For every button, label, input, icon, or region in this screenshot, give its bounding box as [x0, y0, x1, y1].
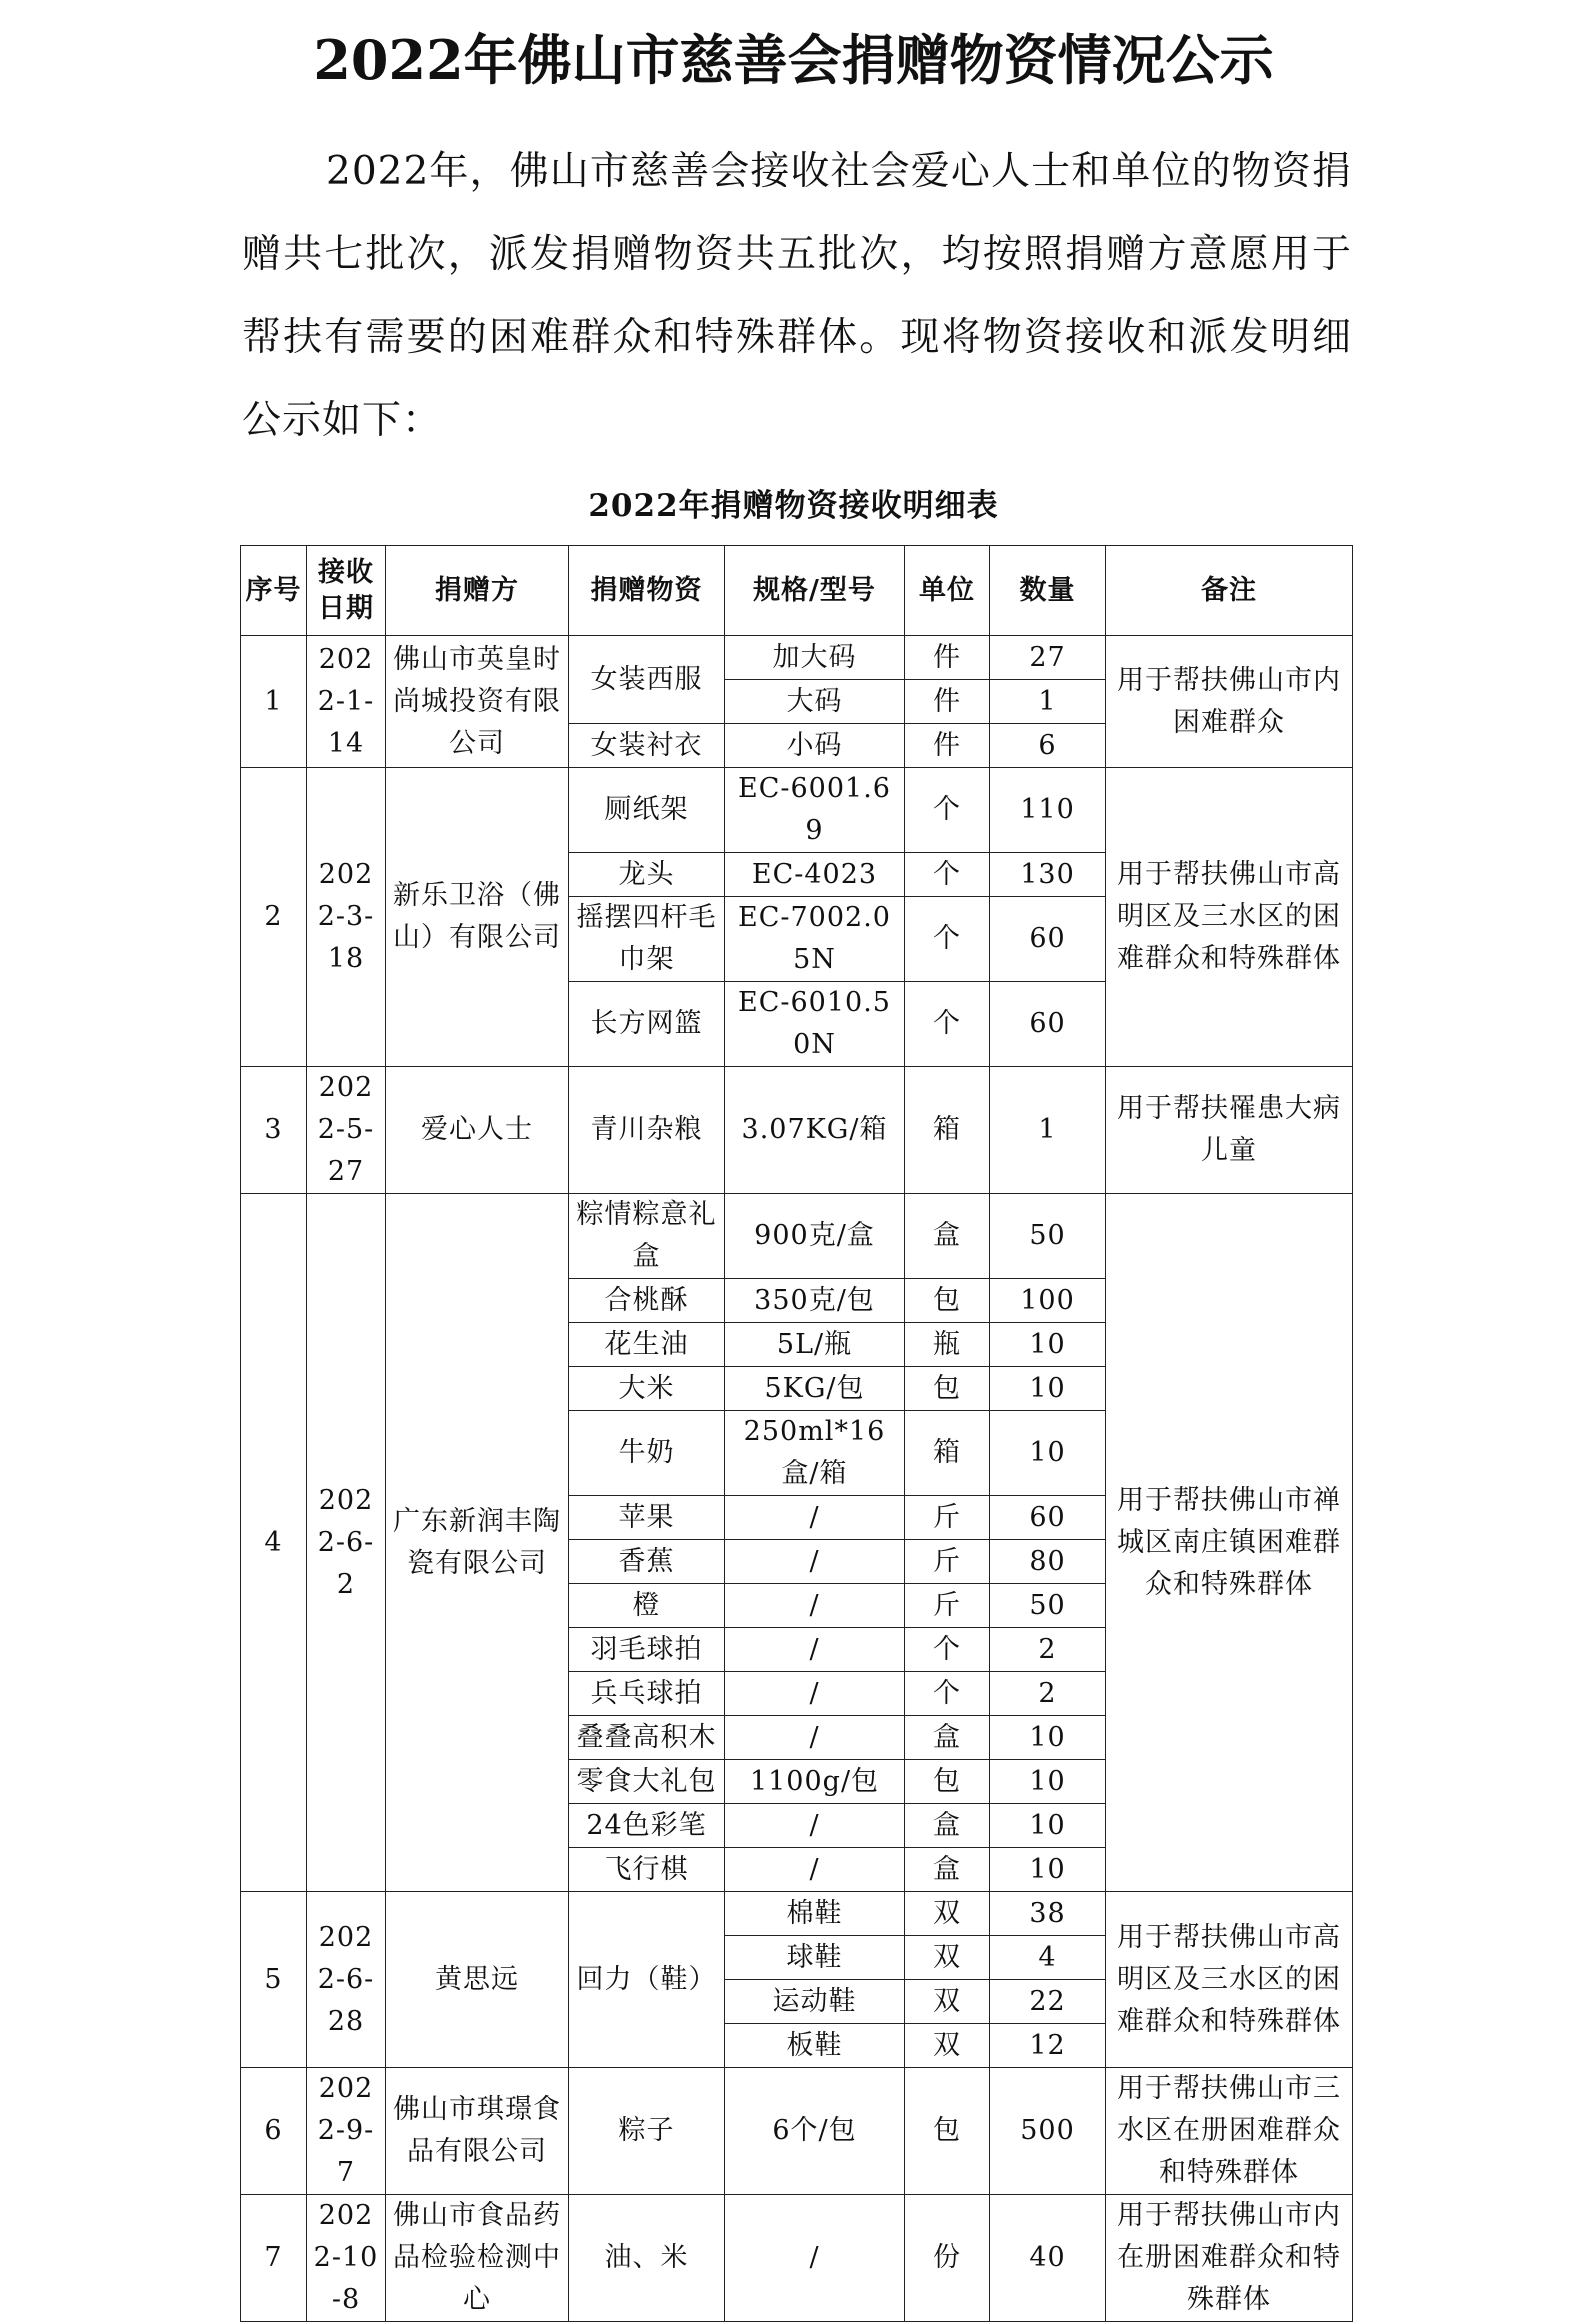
spec-cell: 6个/包 [725, 2068, 905, 2195]
unit-cell: 个 [905, 982, 990, 1067]
donor-cell: 新乐卫浴（佛山）有限公司 [386, 768, 569, 1067]
item-cell: 女装西服 [569, 636, 725, 724]
unit-cell: 斤 [905, 1540, 990, 1584]
spec-cell: 5L/瓶 [725, 1323, 905, 1367]
item-cell: 羽毛球拍 [569, 1628, 725, 1672]
unit-cell: 个 [905, 1672, 990, 1716]
donor-cell: 佛山市琪璟食品有限公司 [386, 2068, 569, 2195]
qty-cell: 50 [990, 1194, 1106, 1279]
spec-cell: / [725, 1672, 905, 1716]
note-cell: 用于帮扶佛山市内在册困难群众和特殊群体 [1106, 2195, 1353, 2322]
header-date: 接收日期 [307, 546, 386, 636]
unit-cell: 份 [905, 2195, 990, 2322]
qty-cell: 27 [990, 636, 1106, 680]
item-cell: 龙头 [569, 853, 725, 897]
unit-cell: 箱 [905, 1411, 990, 1496]
unit-cell: 盒 [905, 1804, 990, 1848]
spec-cell: / [725, 2195, 905, 2322]
note-cell: 用于帮扶罹患大病儿童 [1106, 1067, 1353, 1194]
item-cell: 苹果 [569, 1496, 725, 1540]
unit-cell: 斤 [905, 1496, 990, 1540]
unit-cell: 斤 [905, 1584, 990, 1628]
unit-cell: 箱 [905, 1067, 990, 1194]
qty-cell: 38 [990, 1892, 1106, 1936]
item-cell: 花生油 [569, 1323, 725, 1367]
note-cell: 用于帮扶佛山市高明区及三水区的困难群众和特殊群体 [1106, 768, 1353, 1067]
unit-cell: 个 [905, 897, 990, 982]
date-cell: 2022-6-2 [307, 1194, 386, 1892]
item-cell: 香蕉 [569, 1540, 725, 1584]
unit-cell: 件 [905, 680, 990, 724]
qty-cell: 10 [990, 1848, 1106, 1892]
item-cell: 粽情粽意礼盒 [569, 1194, 725, 1279]
qty-cell: 1 [990, 1067, 1106, 1194]
note-cell: 用于帮扶佛山市三水区在册困难群众和特殊群体 [1106, 2068, 1353, 2195]
spec-cell: / [725, 1804, 905, 1848]
qty-cell: 2 [990, 1672, 1106, 1716]
date-cell: 2022-1-14 [307, 636, 386, 768]
qty-cell: 12 [990, 2024, 1106, 2068]
seq-cell: 6 [241, 2068, 307, 2195]
table-header-row [241, 546, 1353, 636]
item-cell: 长方网篮 [569, 982, 725, 1067]
item-cell: 女装衬衣 [569, 724, 725, 768]
date-cell: 2022-9-7 [307, 2068, 386, 2195]
unit-cell: 双 [905, 2024, 990, 2068]
qty-cell: 60 [990, 1496, 1106, 1540]
spec-cell: / [725, 1584, 905, 1628]
spec-cell: EC-6001.69 [725, 768, 905, 853]
qty-cell: 4 [990, 1936, 1106, 1980]
unit-cell: 双 [905, 1936, 990, 1980]
spec-cell: / [725, 1848, 905, 1892]
header-note: 备注 [1106, 546, 1353, 636]
qty-cell: 10 [990, 1760, 1106, 1804]
seq-cell: 2 [241, 768, 307, 1067]
item-cell: 大米 [569, 1367, 725, 1411]
table-row [241, 768, 1353, 853]
qty-cell: 40 [990, 2195, 1106, 2322]
spec-cell: 板鞋 [725, 2024, 905, 2068]
seq-cell: 4 [241, 1194, 307, 1892]
item-cell: 摇摆四杆毛巾架 [569, 897, 725, 982]
table-row [241, 636, 1353, 680]
unit-cell: 盒 [905, 1716, 990, 1760]
header-spec: 规格/型号 [725, 546, 905, 636]
qty-cell: 60 [990, 897, 1106, 982]
spec-cell: EC-6010.50N [725, 982, 905, 1067]
note-cell: 用于帮扶佛山市高明区及三水区的困难群众和特殊群体 [1106, 1892, 1353, 2068]
table-row [241, 1194, 1353, 1279]
seq-cell: 7 [241, 2195, 307, 2322]
item-cell: 牛奶 [569, 1411, 725, 1496]
donor-cell: 黄思远 [386, 1892, 569, 2068]
table-row [241, 2195, 1353, 2322]
unit-cell: 瓶 [905, 1323, 990, 1367]
spec-cell: EC-4023 [725, 853, 905, 897]
qty-cell: 100 [990, 1279, 1106, 1323]
qty-cell: 10 [990, 1323, 1106, 1367]
unit-cell: 盒 [905, 1848, 990, 1892]
unit-cell: 个 [905, 853, 990, 897]
header-qty: 数量 [990, 546, 1106, 636]
qty-cell: 60 [990, 982, 1106, 1067]
item-cell: 粽子 [569, 2068, 725, 2195]
table-row [241, 1892, 1353, 1936]
unit-cell: 包 [905, 2068, 990, 2195]
item-cell: 油、米 [569, 2195, 725, 2322]
item-cell: 零食大礼包 [569, 1760, 725, 1804]
spec-cell: EC-7002.05N [725, 897, 905, 982]
table-row [241, 2068, 1353, 2195]
unit-cell: 包 [905, 1279, 990, 1323]
spec-cell: 350克/包 [725, 1279, 905, 1323]
spec-cell: 900克/盒 [725, 1194, 905, 1279]
spec-cell: 棉鞋 [725, 1892, 905, 1936]
seq-cell: 3 [241, 1067, 307, 1194]
spec-cell: 1100g/包 [725, 1760, 905, 1804]
unit-cell: 个 [905, 1628, 990, 1672]
unit-cell: 件 [905, 636, 990, 680]
donor-cell: 广东新润丰陶瓷有限公司 [386, 1194, 569, 1892]
qty-cell: 2 [990, 1628, 1106, 1672]
spec-cell: / [725, 1540, 905, 1584]
page-title: 2022年佛山市慈善会捐赠物资情况公示 [313, 28, 1274, 92]
seq-cell: 1 [241, 636, 307, 768]
header-donor: 捐赠方 [386, 546, 569, 636]
spec-cell: 5KG/包 [725, 1367, 905, 1411]
intro-paragraph: 2022年，佛山市慈善会接收社会爱心人士和单位的物资捐赠共七批次，派发捐赠物资共五批次，均按照捐赠方意愿用于帮扶有需要的困难群众和特殊群体。现将物资接收和派发明细公示如下： [242, 149, 1352, 443]
seq-cell: 5 [241, 1892, 307, 2068]
item-cell: 厕纸架 [569, 768, 725, 853]
item-cell: 合桃酥 [569, 1279, 725, 1323]
item-cell: 24色彩笔 [569, 1804, 725, 1848]
date-cell: 2022-6-28 [307, 1892, 386, 2068]
qty-cell: 1 [990, 680, 1106, 724]
header-unit: 单位 [905, 546, 990, 636]
date-cell: 2022-5-27 [307, 1067, 386, 1194]
spec-cell: 大码 [725, 680, 905, 724]
spec-cell: 小码 [725, 724, 905, 768]
donation-table [240, 545, 1353, 2322]
spec-cell: / [725, 1628, 905, 1672]
unit-cell: 件 [905, 724, 990, 768]
donor-cell: 佛山市食品药品检验检测中心 [386, 2195, 569, 2322]
qty-cell: 50 [990, 1584, 1106, 1628]
qty-cell: 6 [990, 724, 1106, 768]
spec-cell: 3.07KG/箱 [725, 1067, 905, 1194]
item-cell: 兵乓球拍 [569, 1672, 725, 1716]
item-cell: 叠叠高积木 [569, 1716, 725, 1760]
spec-cell: 加大码 [725, 636, 905, 680]
unit-cell: 双 [905, 1980, 990, 2024]
qty-cell: 10 [990, 1367, 1106, 1411]
qty-cell: 130 [990, 853, 1106, 897]
item-cell: 回力（鞋） [569, 1892, 725, 2068]
table-title: 2022年捐赠物资接收明细表 [588, 488, 999, 524]
table-body [241, 636, 1353, 2322]
date-cell: 2022-10-8 [307, 2195, 386, 2322]
donor-cell: 佛山市英皇时尚城投资有限公司 [386, 636, 569, 768]
unit-cell: 包 [905, 1760, 990, 1804]
spec-cell: / [725, 1716, 905, 1760]
item-cell: 橙 [569, 1584, 725, 1628]
qty-cell: 10 [990, 1716, 1106, 1760]
spec-cell: 运动鞋 [725, 1980, 905, 2024]
qty-cell: 10 [990, 1804, 1106, 1848]
date-cell: 2022-3-18 [307, 768, 386, 1067]
header-item: 捐赠物资 [569, 546, 725, 636]
item-cell: 青川杂粮 [569, 1067, 725, 1194]
spec-cell: / [725, 1496, 905, 1540]
unit-cell: 包 [905, 1367, 990, 1411]
spec-cell: 球鞋 [725, 1936, 905, 1980]
table-row [241, 1067, 1353, 1194]
note-cell: 用于帮扶佛山市内困难群众 [1106, 636, 1353, 768]
donor-cell: 爱心人士 [386, 1067, 569, 1194]
qty-cell: 22 [990, 1980, 1106, 2024]
qty-cell: 110 [990, 768, 1106, 853]
unit-cell: 双 [905, 1892, 990, 1936]
note-cell: 用于帮扶佛山市禅城区南庄镇困难群众和特殊群体 [1106, 1194, 1353, 1892]
item-cell: 飞行棋 [569, 1848, 725, 1892]
unit-cell: 盒 [905, 1194, 990, 1279]
header-seq: 序号 [241, 546, 307, 636]
unit-cell: 个 [905, 768, 990, 853]
qty-cell: 80 [990, 1540, 1106, 1584]
qty-cell: 500 [990, 2068, 1106, 2195]
spec-cell: 250ml*16盒/箱 [725, 1411, 905, 1496]
qty-cell: 10 [990, 1411, 1106, 1496]
